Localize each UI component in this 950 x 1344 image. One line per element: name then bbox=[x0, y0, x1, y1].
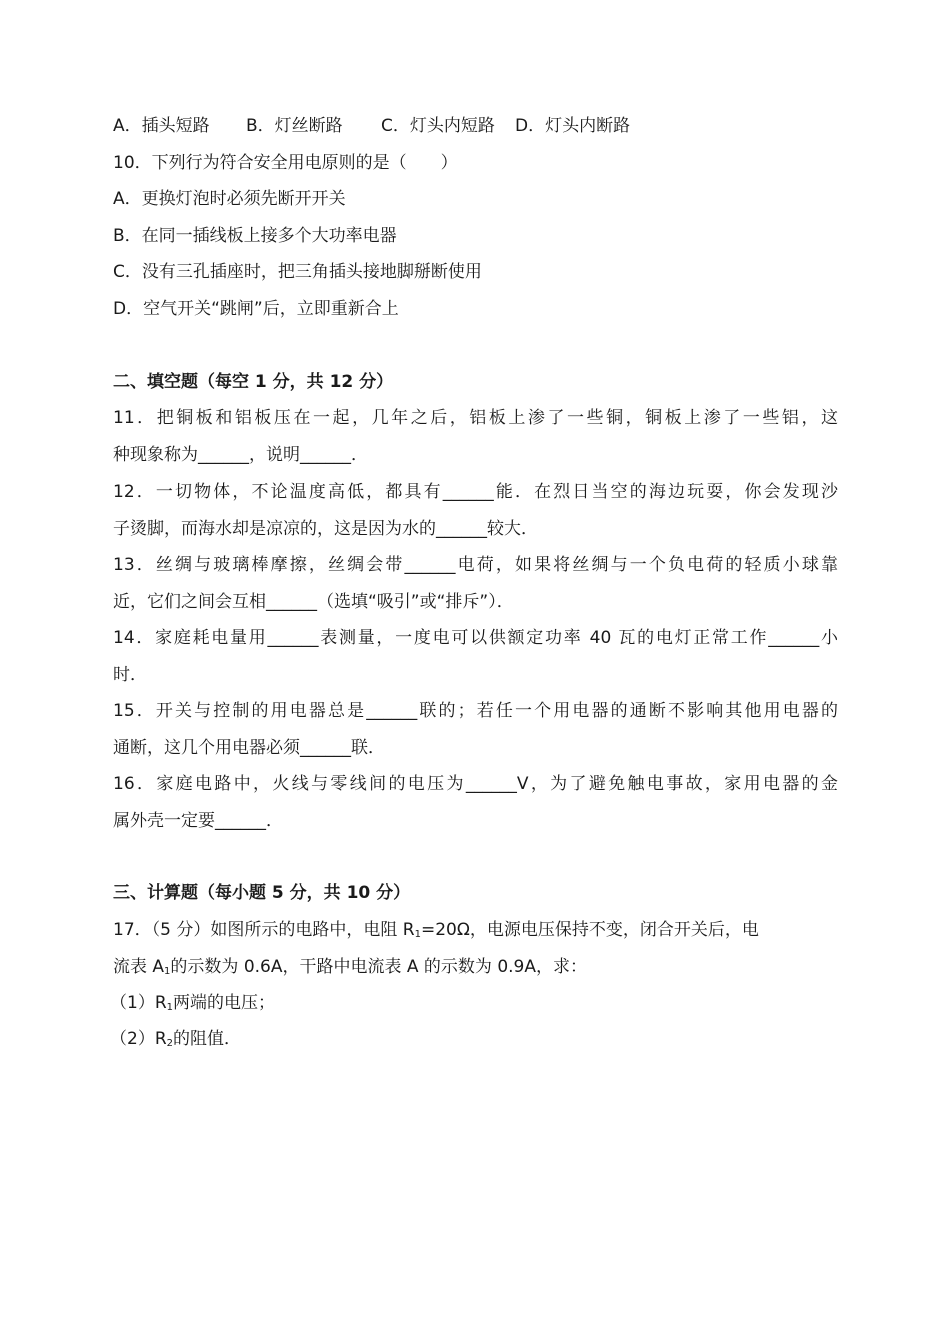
q9-option-b: B．灯丝断路 bbox=[246, 116, 343, 136]
r1-subscript-part-1: 1 bbox=[166, 1002, 174, 1013]
q14-line-2: 时． bbox=[113, 665, 147, 685]
q11-line-2: 种现象称为______，说明______． bbox=[113, 445, 368, 465]
q9-option-a: A．插头短路 bbox=[113, 116, 210, 136]
q12-line-2: 子烫脚，而海水却是凉凉的，这是因为水的______较大． bbox=[113, 519, 538, 539]
q17-line-1-text-b: =20Ω，电源电压保持不变，闭合开关后，电 bbox=[420, 920, 759, 940]
a1-subscript: 1 bbox=[164, 966, 171, 977]
section-2-heading: 二、填空题（每空 1 分，共 12 分） bbox=[113, 372, 394, 392]
q15-line-1: 15．开关与控制的用电器总是______联的；若任一个用电器的通断不影响其他用电器的 bbox=[113, 701, 838, 721]
q17-part-2-prefix: （2）R bbox=[110, 1029, 167, 1049]
q17-line-1-text-a: 17．（5 分）如图所示的电路中，电阻 R bbox=[113, 920, 415, 940]
q13-line-2: 近，它们之间会互相______（选填“吸引”或“排斥”）． bbox=[113, 592, 514, 612]
q15-line-2: 通断，这几个用电器必须______联． bbox=[113, 738, 385, 758]
q16-line-2: 属外壳一定要______． bbox=[113, 811, 283, 831]
q14-line-1: 14．家庭耗电量用______表测量，一度电可以供额定功率 40 瓦的电灯正常工作______小 bbox=[113, 628, 838, 648]
q17-line-2-text-b: 的示数为 0.6A，干路中电流表 A 的示数为 0.9A，求： bbox=[170, 957, 587, 977]
q17-part-2-text: 的阻值． bbox=[173, 1029, 242, 1049]
q17-line-2 bbox=[113, 955, 838, 979]
q16-line-1: 16．家庭电路中，火线与零线间的电压为______V，为了避免触电事故，家用电器的金 bbox=[113, 774, 838, 794]
r1-subscript: 1 bbox=[414, 929, 421, 940]
q11-line-1: 11．把铜板和铝板压在一起，几年之后，铝板上渗了一些铜，铜板上渗了一些铝，这 bbox=[113, 408, 838, 428]
r2-subscript: 2 bbox=[166, 1038, 174, 1049]
q10-option-c: C．没有三孔插座时，把三角插头接地脚掰断使用 bbox=[113, 262, 482, 282]
q17-line-2-text-a: 流表 A bbox=[113, 957, 165, 977]
q12-line-1: 12．一切物体，不论温度高低，都具有______能．在烈日当空的海边玩耍，你会发现沙 bbox=[113, 482, 838, 502]
q17-part-1 bbox=[110, 991, 835, 1015]
q10-stem: 10．下列行为符合安全用电原则的是（ ） bbox=[113, 153, 458, 173]
q9-options-row bbox=[113, 114, 838, 138]
q17-part-2 bbox=[110, 1027, 835, 1051]
q10-option-a: A．更换灯泡时必须先断开开关 bbox=[113, 189, 346, 209]
section-3-heading: 三、计算题（每小题 5 分，共 10 分） bbox=[113, 883, 411, 903]
q10-option-d: D．空气开关“跳闸”后，立即重新合上 bbox=[113, 299, 399, 319]
q17-part-1-prefix: （1）R bbox=[110, 993, 167, 1013]
q10-option-b: B．在同一插线板上接多个大功率电器 bbox=[113, 226, 397, 246]
q17-part-1-text: 两端的电压； bbox=[173, 993, 276, 1013]
q9-option-d: D．灯头内断路 bbox=[515, 116, 631, 136]
q13-line-1: 13．丝绸与玻璃棒摩擦，丝绸会带______电荷，如果将丝绸与一个负电荷的轻质小球靠 bbox=[113, 555, 838, 575]
q17-line-1 bbox=[113, 918, 838, 942]
q9-option-c: C．灯头内短路 bbox=[381, 116, 495, 136]
